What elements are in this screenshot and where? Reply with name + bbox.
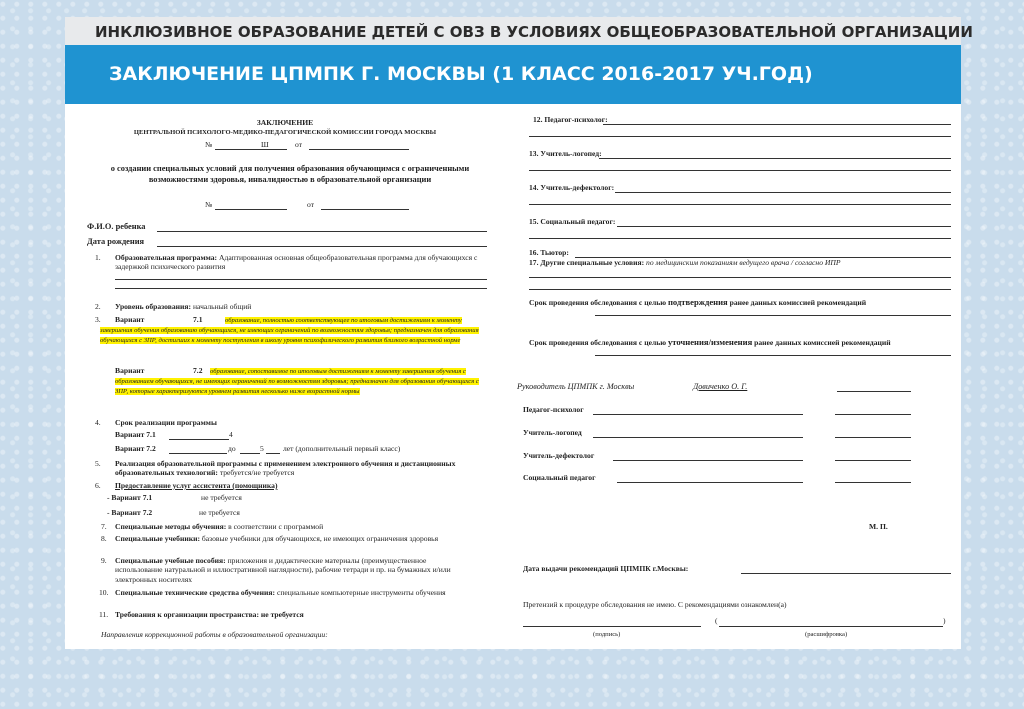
item-4-label: Срок реализации программы bbox=[115, 418, 217, 427]
term-confirm-a: Срок проведения обследования с целью bbox=[529, 298, 667, 307]
item-5-value: требуется/не требуется bbox=[219, 468, 295, 478]
item-1-text bbox=[115, 253, 490, 272]
r17-line-a bbox=[529, 277, 951, 278]
item-9-num: 9. bbox=[101, 556, 107, 565]
item-1-line-a bbox=[115, 279, 487, 280]
item-6-v71-value: не требуется bbox=[201, 493, 242, 502]
variant-71-highlight: образование, полностью соответствующее по итоговым достижениям к моменту завершения обучения образованию обучающихся, не имеющих ограничений по возможностям здоровья; предназначен для образования обучающихся с ЗПР, достигших к моменту поступления в школу уровня психофизического развития близкого возрастной норме bbox=[100, 317, 479, 345]
r12-label: 12. Педагог-психолог: bbox=[533, 115, 608, 124]
sign-line bbox=[523, 626, 701, 627]
item-4-v72-do: до bbox=[228, 444, 236, 453]
doc-subheading: ЦЕНТРАЛЬНОЙ ПСИХОЛОГО-МЕДИКО-ПЕДАГОГИЧЕСКОЙ КОМИССИИ ГОРОДА МОСКВЫ bbox=[133, 129, 437, 136]
item-9-value: приложения и дидактические материалы (преимущественное использование натуральной и иллюстративной наглядности), рабочие тетради и пр. на бумажных и/или электронных носителях bbox=[115, 556, 451, 584]
from-line-2 bbox=[321, 209, 409, 210]
doc-heading: ЗАКЛЮЧЕНИЕ bbox=[256, 118, 314, 127]
r15-line-b bbox=[529, 238, 951, 239]
item-6-v71: - Вариант 7.1 bbox=[107, 493, 153, 502]
item-7-text bbox=[115, 522, 323, 531]
r14-line bbox=[615, 192, 951, 193]
item-1-label: Образовательная программа: bbox=[115, 253, 218, 262]
variant-71-text bbox=[100, 316, 490, 347]
item-4-num: 4. bbox=[95, 418, 101, 427]
number-label: № bbox=[205, 140, 213, 149]
term-refine-c: ранее данных комиссией рекомендаций bbox=[754, 338, 891, 347]
term-refine bbox=[529, 337, 949, 348]
r17-value: по медицинским показаниям ведущего врача / согласно ИПР bbox=[646, 258, 841, 267]
item-10-num: 10. bbox=[99, 588, 109, 597]
r15-label: 15. Социальный педагог: bbox=[529, 217, 616, 226]
item-8-text bbox=[115, 534, 485, 543]
from-line bbox=[309, 149, 409, 150]
item-9-label: Специальные учебные пособия: bbox=[115, 556, 226, 565]
sig-social-label: Социальный педагог bbox=[523, 473, 596, 482]
item-8-num: 8. bbox=[101, 534, 107, 543]
r13-line bbox=[599, 158, 951, 159]
term-confirm-b: подтверждения bbox=[667, 297, 728, 307]
item-4-v72-tail: лет (дополнительный первый класс) bbox=[283, 444, 401, 453]
sign-caption: (подпись) bbox=[593, 631, 621, 638]
sig-defect-line bbox=[613, 460, 803, 461]
item-2-value: начальный общий bbox=[192, 302, 252, 311]
issue-date-label: Дата выдачи рекомендаций ЦПМПК г.Москвы: bbox=[523, 564, 689, 573]
sig-defect-label: Учитель-дефектолог bbox=[523, 451, 595, 460]
item-4-v71-line bbox=[169, 439, 229, 440]
item-1-line-b bbox=[115, 288, 487, 289]
sig-logo-sign bbox=[835, 437, 911, 438]
stamp-label: М. П. bbox=[869, 522, 888, 531]
term-confirm-c: ранее данных комиссией рекомендаций bbox=[729, 298, 867, 307]
birth-line bbox=[157, 246, 487, 247]
head-sign-line bbox=[837, 391, 911, 392]
sig-psych-line bbox=[593, 414, 803, 415]
item-4-v71-value: 4 bbox=[229, 430, 233, 439]
variant-72-label: Вариант bbox=[115, 366, 145, 375]
r16-label: 16. Тьютор: bbox=[529, 248, 569, 257]
item-6-label: Предоставление услуг ассистента (помощника) bbox=[115, 481, 278, 490]
variant-71-code: 7.1 bbox=[193, 315, 203, 324]
term-refine-a: Срок проведения обследования с целью bbox=[529, 338, 667, 347]
about-title: о создании специальных условий для получения образования обучающимся с ограниченными возможностями здоровья, инвалидностью в образовательной организации bbox=[110, 164, 470, 184]
term-confirm bbox=[529, 297, 909, 308]
r12-line bbox=[603, 124, 951, 125]
r14-label: 14. Учитель-дефектолог: bbox=[529, 183, 615, 192]
item-7-label: Специальные методы обучения: bbox=[115, 522, 227, 531]
item-4-v71: Вариант 7.1 bbox=[115, 430, 156, 439]
left-document-page bbox=[65, 104, 505, 649]
number-label-2: № bbox=[205, 200, 213, 209]
variant-72-text bbox=[115, 367, 490, 398]
decode-caption: (расшифровка) bbox=[805, 631, 848, 638]
item-4-v72-value: 5 bbox=[260, 444, 264, 453]
r17-line-b bbox=[529, 289, 951, 290]
item-8-label: Специальные учебники: bbox=[115, 534, 200, 543]
item-11-text bbox=[115, 610, 304, 619]
item-11-label: Требования к организации пространства: bbox=[115, 610, 260, 619]
term-refine-line bbox=[595, 355, 951, 356]
r17-text bbox=[529, 258, 841, 267]
item-4-v72-line bbox=[169, 453, 227, 454]
paren-open: ( bbox=[715, 616, 718, 625]
sig-social-sign bbox=[835, 482, 911, 483]
item-2-text bbox=[115, 302, 251, 311]
number-line-2 bbox=[215, 209, 287, 210]
item-4-v72-line-3 bbox=[266, 453, 280, 454]
claims-text: Претензий к процедуре обследования не имею. С рекомендациями ознакомлен(а) bbox=[523, 600, 787, 609]
item-5-text bbox=[115, 459, 490, 478]
item-8-value: базовые учебники для обучающихся, не имеющих ограничения здоровья bbox=[201, 534, 439, 543]
fio-line bbox=[157, 231, 487, 232]
slide bbox=[65, 17, 973, 649]
sig-psych-label: Педагог-психолог bbox=[523, 405, 584, 414]
item-11-num: 11. bbox=[99, 610, 109, 619]
slide-banner-title: ЗАКЛЮЧЕНИЕ ЦПМПК Г. МОСКВЫ (1 КЛАСС 2016-2017 УЧ.ГОД) bbox=[65, 45, 961, 104]
item-4-v72: Вариант 7.2 bbox=[115, 444, 156, 453]
r13-line-b bbox=[529, 170, 951, 171]
head-name: Довиченко О. Г. bbox=[693, 382, 748, 391]
item-10-value: специальные компьютерные инструменты обучения bbox=[276, 588, 446, 597]
sig-psych-sign bbox=[835, 414, 911, 415]
r17-label: 17. Другие специальные условия: bbox=[529, 258, 645, 267]
footer-note: Направления коррекционной работы в образовательной организации: bbox=[101, 630, 328, 639]
variant-71-label: Вариант bbox=[115, 315, 145, 324]
r14-line-b bbox=[529, 204, 951, 205]
fio-label: Ф.И.О. ребенка bbox=[87, 222, 146, 231]
sig-social-line bbox=[617, 482, 803, 483]
r13-label: 13. Учитель-логопед: bbox=[529, 149, 602, 158]
number-line bbox=[215, 149, 287, 150]
sig-defect-sign bbox=[835, 460, 911, 461]
sig-logo-label: Учитель-логопед bbox=[523, 428, 582, 437]
birth-label: Дата рождения bbox=[87, 237, 145, 246]
number-value: Ш bbox=[261, 140, 269, 149]
item-5-num: 5. bbox=[95, 459, 101, 468]
item-3-num: 3. bbox=[95, 315, 101, 324]
item-1-num: 1. bbox=[95, 253, 101, 262]
term-refine-b: уточнения/изменения bbox=[667, 337, 753, 347]
item-6-v72: - Вариант 7.2 bbox=[107, 508, 153, 517]
slide-top-title: ИНКЛЮЗИВНОЕ ОБРАЗОВАНИЕ ДЕТЕЙ С ОВЗ В УСЛОВИЯХ ОБЩЕОБРАЗОВАТЕЛЬНОЙ ОРГАНИЗАЦИИ bbox=[65, 17, 961, 45]
item-7-num: 7. bbox=[101, 522, 107, 531]
from-label-2: от bbox=[307, 200, 315, 209]
decode-line bbox=[719, 626, 943, 627]
item-2-label: Уровень образования: bbox=[115, 302, 192, 311]
from-label: от bbox=[295, 140, 303, 149]
term-confirm-line bbox=[595, 315, 951, 316]
variant-72-highlight: образование, сопоставимое по итоговым достижениям к моменту завершения обучения с образованием обучающихся, не имеющих ограничений по возможностям здоровья; предназначен для образования обучающихся с ЗПР, которые характеризуются уровнем развития несколько ниже возрастной нормы bbox=[115, 368, 479, 396]
item-4-v72-line-2 bbox=[240, 453, 260, 454]
item-6-v72-value: не требуется bbox=[199, 508, 240, 517]
variant-72-code: 7.2 bbox=[193, 366, 203, 375]
item-1-value: Адаптированная основная общеобразовательная программа для обучающихся с задержкой психического развития bbox=[115, 253, 478, 272]
head-label: Руководитель ЦПМПК г. Москвы bbox=[517, 382, 635, 391]
item-9-text bbox=[115, 556, 475, 584]
item-5-label: Реализация образовательной программы с применением электронного обучения и дистанционных образовательных технологий: bbox=[115, 459, 456, 478]
item-10-label: Специальные технические средства обучения: bbox=[115, 588, 276, 597]
item-6-num: 6. bbox=[95, 481, 101, 490]
sig-logo-line bbox=[593, 437, 803, 438]
item-10-text bbox=[115, 588, 485, 597]
item-11-value: не требуется bbox=[260, 610, 304, 619]
right-document-page bbox=[513, 104, 961, 649]
paren-close: ) bbox=[943, 616, 946, 625]
item-2-num: 2. bbox=[95, 302, 101, 311]
r15-line bbox=[617, 226, 951, 227]
issue-date-line bbox=[741, 573, 951, 574]
item-7-value: в соответствии с программой bbox=[228, 522, 324, 531]
r12-line-b bbox=[529, 136, 951, 137]
